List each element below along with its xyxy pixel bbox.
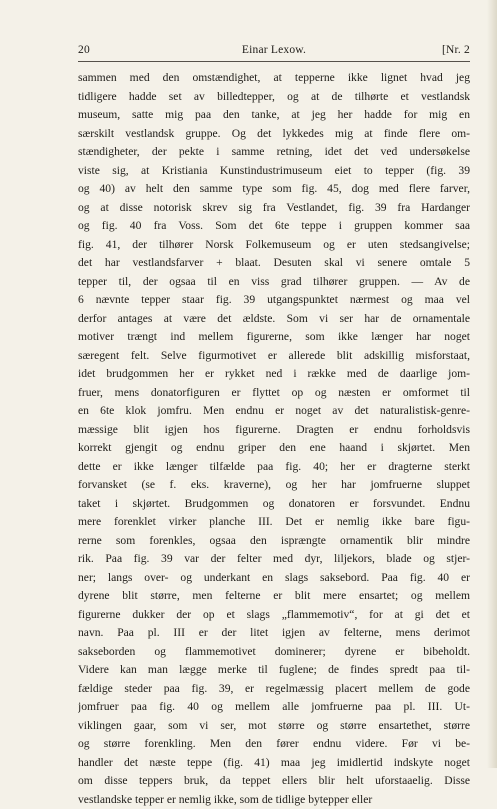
running-header [78,44,470,60]
text-line: tepper til, der ogsaa til en viss grad tilhører gruppen. — Av de [78,273,470,292]
text-line: figurerne dukker der op et slags „flammemotiv“, for at gi det et [78,606,470,625]
page-number: 20 [78,44,90,56]
text-line: det har vestlandsfarver + blaat. Desuten skal vi senere omtale 5 [78,254,470,273]
text-line: tidligere hadde set av billedtepper, og at de tilhørte et vestlandsk [78,88,470,107]
text-line: rerne som forenkles, ogsaa den isprængte ornamentik blir mindre [78,532,470,551]
text-line: sakseborden og flammemotivet dominerer; dyrene er bibeholdt. [78,643,470,662]
text-line: Videre kan man lægge merke til fuglene; de findes spredt paa til- [78,661,470,680]
text-line: jomfruer paa fig. 40 og mellem alle jomfruerne paa pl. III. Ut- [78,698,470,717]
text-line: rik. Paa fig. 39 var der felter med dyr, liljekors, blade og stjer- [78,550,470,569]
text-line: dyrene blit større, men felterne er blit mere ensartet; og mellem [78,587,470,606]
page-edge-shadow [487,0,497,768]
text-line: en 6te klok jomfru. Men endnu er noget av det naturalistisk-genre- [78,402,470,421]
text-line: dette er ikke længer tilfælde paa fig. 40; her er dragterne sterkt [78,458,470,477]
text-line: taket i skjørtet. Brudgommen og donatoren er forsvundet. Endnu [78,495,470,514]
header-rule [78,61,470,62]
running-title: Einar Lexow. [78,44,470,56]
text-line: ner; langs over- og underkant en slags saksebord. Paa fig. 40 er [78,569,470,588]
text-line: 6 nævnte tepper staar fig. 39 utgangspunktet nærmest og maa vel [78,291,470,310]
text-line: særskilt vestlandsk gruppe. Og det lykkedes mig at finde flere om- [78,125,470,144]
text-line: viklingen gaar, som vi ser, mot større og større ensartethet, større [78,717,470,736]
body-text [78,69,470,809]
text-line: mæssige blit igjen hos figurerne. Dragten er endnu forholdsvis [78,421,470,440]
text-line: og at disse notorisk skrev sig fra Vestlandet, fig. 39 fra Hardanger [78,199,470,218]
text-line: om disse teppers bruk, da teppet ellers blir helt uforstaaelig. Disse [78,772,470,791]
text-line: fældige steder paa fig. 39, er regelmæssig placert mellem de gode [78,680,470,699]
text-line: stændigheter, der pekte i samme retning, idet det ved undersøkelse [78,143,470,162]
text-line: sammen med den omstændighet, at tepperne ikke lignet hvad jeg [78,69,470,88]
text-line: forvansket (se f. eks. kraverne), og her har jomfruerne sluppet [78,476,470,495]
text-line: fruer, mens donatorfiguren er flyttet op og næsten er omformet til [78,384,470,403]
text-line: og 40) av helt den samme type som fig. 45, dog med flere farver, [78,180,470,199]
text-line: korrekt gjengit og endnu griper den ene haand i skjørtet. Men [78,439,470,458]
text-line: vestlandske tepper er nemlig ikke, som de tidlige bytepper eller [78,791,470,809]
text-line: og fig. 40 fra Voss. Som det 6te teppe i gruppen kommer saa [78,217,470,236]
issue-number: [Nr. 2 [442,44,470,56]
text-line: idet brudgommen her er rykket ned i række med de daarlige jom- [78,365,470,384]
text-line: og større forenkling. Men den fører endnu videre. Før vi be- [78,735,470,754]
text-line: fig. 41, der tilhører Norsk Folkemuseum og er uten stedsangivelse; [78,236,470,255]
text-line: handler det næste teppe (fig. 41) maa jeg imidlertid indskyte noget [78,754,470,773]
text-line: mere forenklet virker planche III. Det er nemlig ikke bare figu- [78,513,470,532]
text-line: viste sig, at Kristiania Kunstindustrimuseum eiet to tepper (fig. 39 [78,162,470,181]
text-line: museum, satte mig paa den tanke, at jeg her hadde for mig en [78,106,470,125]
text-line: navn. Paa pl. III er der litet igjen av felterne, mens derimot [78,624,470,643]
text-line: særegent felt. Selve figurmotivet er allerede blit adskillig misforstaat, [78,347,470,366]
text-line: derfor antages at være det ældste. Som vi ser har de ornamentale [78,310,470,329]
text-line: motiver trængt ind mellem figurerne, som ikke længer har noget [78,328,470,347]
